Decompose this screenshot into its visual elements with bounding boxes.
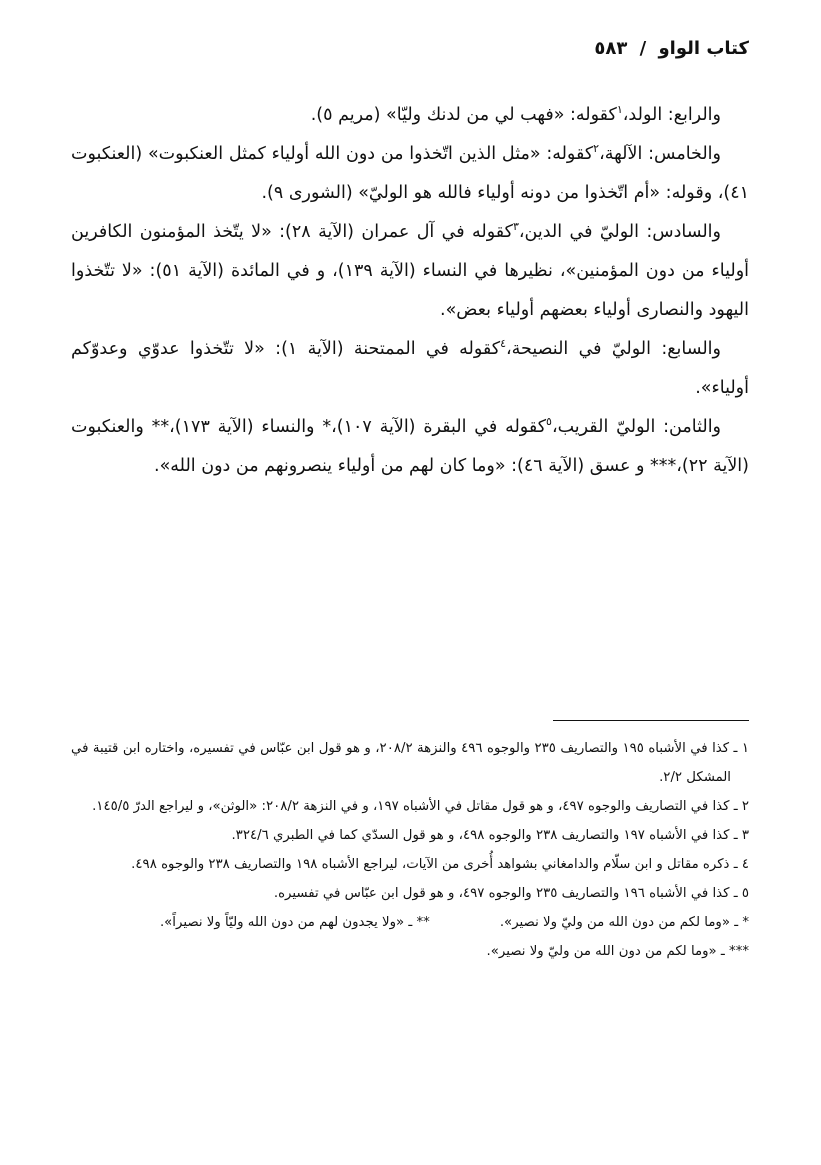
footnote-5: ٥ ـ كذا في الأشباه ١٩٦ والتصاريف ٢٣٥ والوجوه ٤٩٧، و هو قول ابن عبّاس في تفسيره. — [273, 886, 749, 901]
paragraph-sixth — [71, 213, 749, 330]
star-note-three: *** ـ «وما لكم من دون الله من وليّ ولا نصير». — [486, 944, 749, 959]
paragraph-fourth — [71, 96, 749, 135]
paragraph-lead: والثامن: الوليّ القريب، — [551, 417, 722, 437]
star-notes-row — [71, 908, 749, 937]
footnote-divider — [553, 720, 749, 721]
star-note-two: ** ـ «ولا يجدون لهم من دون الله وليّاً ولا نصيراً». — [159, 915, 430, 930]
paragraph-fifth — [71, 135, 749, 213]
paragraph-seventh — [71, 330, 749, 408]
book-title: كتاب الواو — [658, 38, 749, 59]
main-text — [71, 96, 749, 486]
footnote-4: ٤ ـ ذكره مقاتل و ابن سلّام والدامغاني بشواهد أُخرى من الآيات، ليراجع الأشباه ١٩٨ والتصاريف ٢٣٨ والوجوه ٤٩٨. — [131, 857, 749, 872]
paragraph-lead: والرابع: الولد، — [622, 105, 721, 125]
footnote-2: ٢ ـ كذا في التصاريف والوجوه ٤٩٧، و هو قول مقاتل في الأشباه ١٩٧، و في النزهة ٢٠٨/٢: «الوثن»، و ليراجع الدرّ ١٤٥/٥. — [92, 799, 749, 814]
paragraph-lead: والسادس: الوليّ في الدين، — [518, 222, 721, 242]
paragraph-lead: والسابع: الوليّ في النصيحة، — [506, 339, 721, 359]
paragraph-body: كقوله في آل عمران (الآية ٢٨): «لا يتّخذ المؤمنون الكافرين أولياء من دون المؤمنين»، نظيرها في النساء (الآية ١٣٩)، و في المائدة (الآية ٥١): «لا تتّخذوا اليهود والنصارى أولياء بعضهم أولياء بعض». — [71, 222, 750, 320]
footnote-ref: ١ — [616, 103, 623, 117]
paragraph-eighth — [71, 408, 749, 486]
paragraph-body: كقوله في البقرة (الآية ١٠٧)،* والنساء (الآية ١٧٣)،** والعنكبوت (الآية ٢٢)،*** و عسق (الآية ٤٦): «وما كان لهم من أولياء ينصرونهم من دون الله». — [71, 417, 749, 476]
running-head — [594, 34, 749, 64]
footnote-ref: ٥ — [546, 415, 552, 429]
paragraph-body: كقوله: «مثل الذين اتّخذوا من دون الله أولياء كمثل العنكبوت» (العنكبوت ٤١)، وقوله: «أم اتّخذوا من دونه أولياء فالله هو الوليّ» (الشورى ٩). — [71, 144, 749, 203]
footnotes — [71, 734, 749, 966]
footnote-3: ٣ ـ كذا في الأشباه ١٩٧ والتصاريف ٢٣٨ والوجوه ٤٩٨، و هو قول السدّي كما في الطبري ٣٢٤/٦. — [231, 828, 749, 843]
footnote-ref: ٤ — [500, 337, 506, 351]
paragraph-body: كقوله: «فهب لي من لدنك وليّا» (مريم ٥). — [310, 105, 617, 125]
page-number: ٥٨٣ — [594, 38, 628, 59]
footnote-ref: ٢ — [593, 142, 600, 156]
paragraph-lead: والخامس: الآلهة، — [599, 144, 721, 164]
footnote-ref: ٣ — [512, 220, 519, 234]
footnote-1: ١ ـ كذا في الأشباه ١٩٥ والتصاريف ٢٣٥ والوجوه ٤٩٦ والنزهة ٢٠٨/٢، و هو قول ابن عبّاس في تفسيره، واختاره ابن قتيبة في المشكل ٢/٢. — [71, 741, 749, 785]
header-separator: / — [639, 38, 647, 59]
paragraph-body: كقوله في الممتحنة (الآية ١): «لا تتّخذوا عدوّي وعدوّكم أولياء». — [71, 339, 749, 398]
star-note-one: * ـ «وما لكم من دون الله من وليّ ولا نصير». — [499, 915, 749, 930]
